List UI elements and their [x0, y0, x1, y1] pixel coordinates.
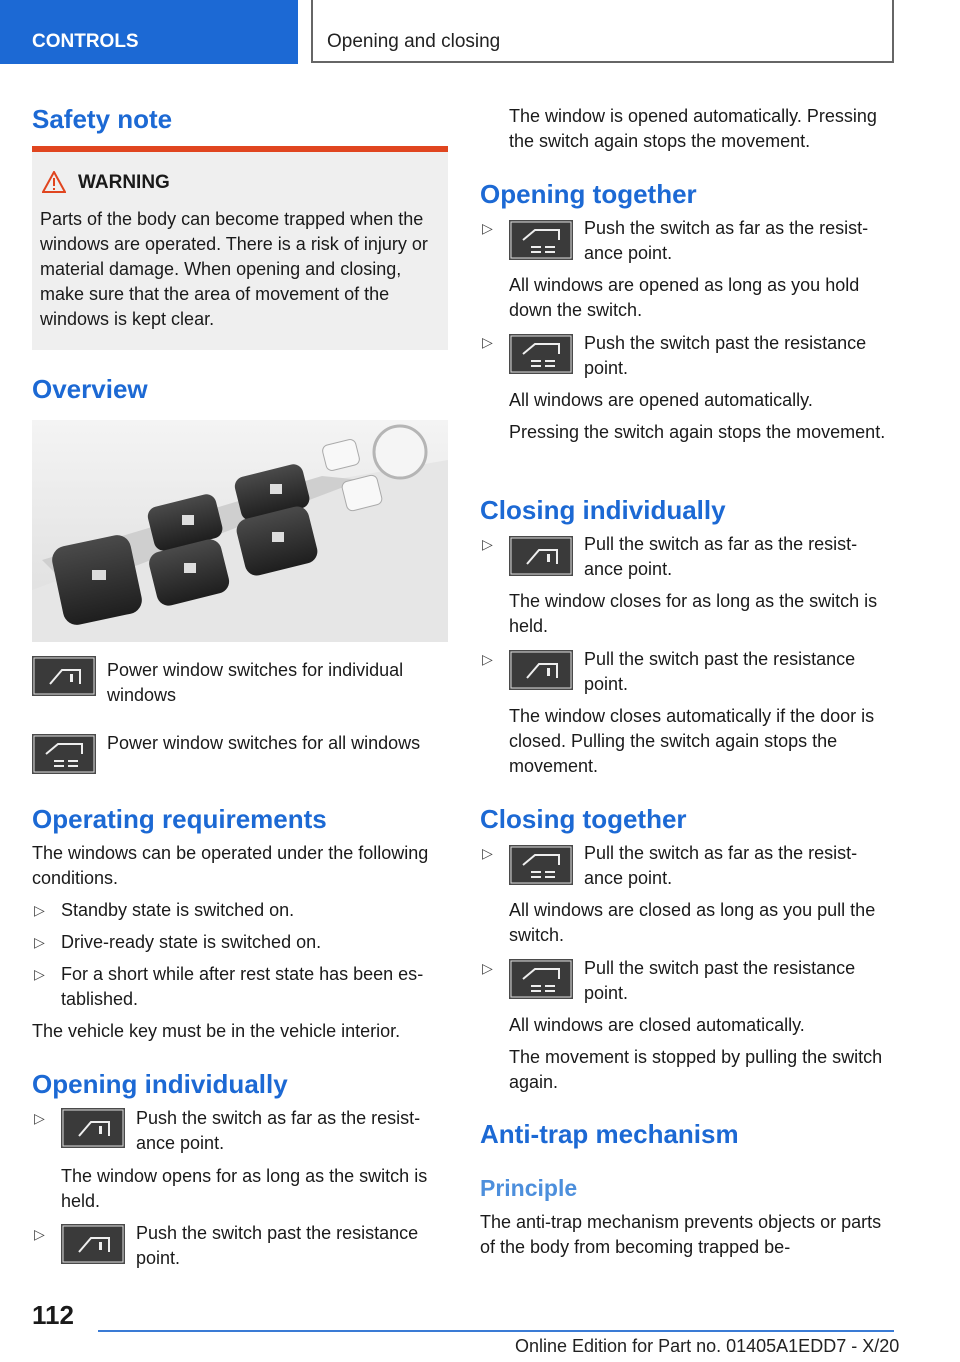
all-windows-switch-icon [32, 734, 96, 774]
footer-edition: Online Edition for Part no. 01405A1EDD7 - X/20 [515, 1336, 900, 1356]
bullet-icon: ▷ [34, 934, 45, 950]
page-number: 112 [32, 1300, 74, 1330]
chapter-label: Opening and closing [327, 31, 501, 52]
closing-individually-step2: Pull the switch past the resistance point. [584, 649, 856, 694]
chapter-tab [311, 0, 894, 63]
all-windows-switch-icon [509, 334, 573, 374]
all-windows-switch-icon [509, 959, 573, 999]
warning-label: WARNING [78, 172, 170, 193]
closing-together-heading: Closing together [480, 804, 687, 834]
closing-individually-step2-result: The window closes automatically if the door is closed. Pulling the switch again stops the movement. [509, 706, 875, 776]
bullet-icon: ▷ [482, 220, 493, 236]
section-tab [0, 0, 298, 64]
closing-together-step2-result: All windows are closed automatically. [509, 1015, 805, 1035]
closing-together-step2: Pull the switch past the resistance point. [584, 958, 856, 1003]
section-label: CONTROLS [32, 31, 139, 52]
bullet-icon: ▷ [482, 960, 493, 976]
closing-individually-heading: Closing individually [480, 495, 726, 525]
closing-together-step1: Pull the switch as far as the resistance point. [584, 843, 858, 888]
opening-individually-step2: Push the switch past the resistance point. [136, 1223, 419, 1268]
closing-together-step2-result2: The movement is stopped by pulling the switch again. [509, 1047, 883, 1092]
opening-together-step2-result2: Pressing the switch again stops the movement. [509, 422, 886, 442]
overview-heading: Overview [32, 374, 148, 404]
closing-individually-step1-result: The window closes for as long as the switch is held. [509, 591, 878, 636]
bullet-icon: ▷ [482, 536, 493, 552]
requirements-note: The vehicle key must be in the vehicle interior. [32, 1021, 401, 1041]
bullet-icon: ▷ [34, 966, 45, 982]
individual-window-switch-icon [509, 650, 573, 690]
principle-subheading: Principle [480, 1175, 578, 1201]
operating-requirements-heading: Operating requirements [32, 804, 327, 834]
requirements-intro: The windows can be operated under the following conditions. [32, 843, 429, 888]
requirement-item: Drive-ready state is switched on. [61, 932, 322, 952]
requirement-item: For a short while after rest state has been established. [61, 964, 424, 1009]
opening-individually-step2-result: The window is opened automatically. Pressing the switch again stops the movement. [509, 106, 877, 151]
bullet-icon: ▷ [34, 1226, 45, 1242]
opening-individually-step1: Push the switch as far as the resistance point. [136, 1108, 421, 1153]
legend-all: Power window switches for all windows [107, 733, 421, 753]
bullet-icon: ▷ [34, 902, 45, 918]
anti-trap-text: The anti-trap mechanism prevents objects or parts of the body from becoming trapped be- [480, 1212, 882, 1257]
all-windows-switch-icon [509, 845, 573, 885]
individual-window-switch-icon [61, 1108, 125, 1148]
opening-together-step1-result: All windows are opened as long as you hold down the switch. [509, 275, 860, 320]
safety-note-heading: Safety note [32, 104, 173, 134]
closing-together-step1-result: All windows are closed as long as you pull the switch. [509, 900, 876, 945]
opening-together-step2-result: All windows are opened automatically. [509, 390, 813, 410]
opening-together-heading: Opening together [480, 179, 697, 209]
anti-trap-heading: Anti‑trap mechanism [480, 1119, 739, 1149]
bullet-icon: ▷ [482, 651, 493, 667]
closing-individually-step1: Pull the switch as far as the resistance point. [584, 534, 858, 579]
opening-together-step2: Push the switch past the resistance point. [584, 333, 867, 378]
opening-together-step1: Push the switch as far as the resistance point. [584, 218, 869, 263]
window-switch-panel-photo [32, 420, 448, 642]
all-windows-switch-icon [509, 220, 573, 260]
bullet-icon: ▷ [482, 845, 493, 861]
legend-individual: Power window switches for individual windows [107, 660, 404, 705]
requirement-item: Standby state is switched on. [61, 900, 295, 920]
bullet-icon: ▷ [482, 334, 493, 350]
warning-triangle-icon [42, 171, 66, 193]
warning-box [32, 146, 448, 350]
opening-individually-step1-result: The window opens for as long as the switch is held. [61, 1166, 428, 1211]
opening-individually-heading: Opening individually [32, 1069, 288, 1099]
individual-window-switch-icon [32, 656, 96, 696]
footer-rule [98, 1330, 894, 1332]
individual-window-switch-icon [61, 1224, 125, 1264]
individual-window-switch-icon [509, 536, 573, 576]
warning-text: Parts of the body can become trapped when the windows are operated. There is a risk of injury or material damage. When opening and closing, make sure that the area of movement of the windows is kept clear. [40, 209, 428, 329]
bullet-icon: ▷ [34, 1110, 45, 1126]
